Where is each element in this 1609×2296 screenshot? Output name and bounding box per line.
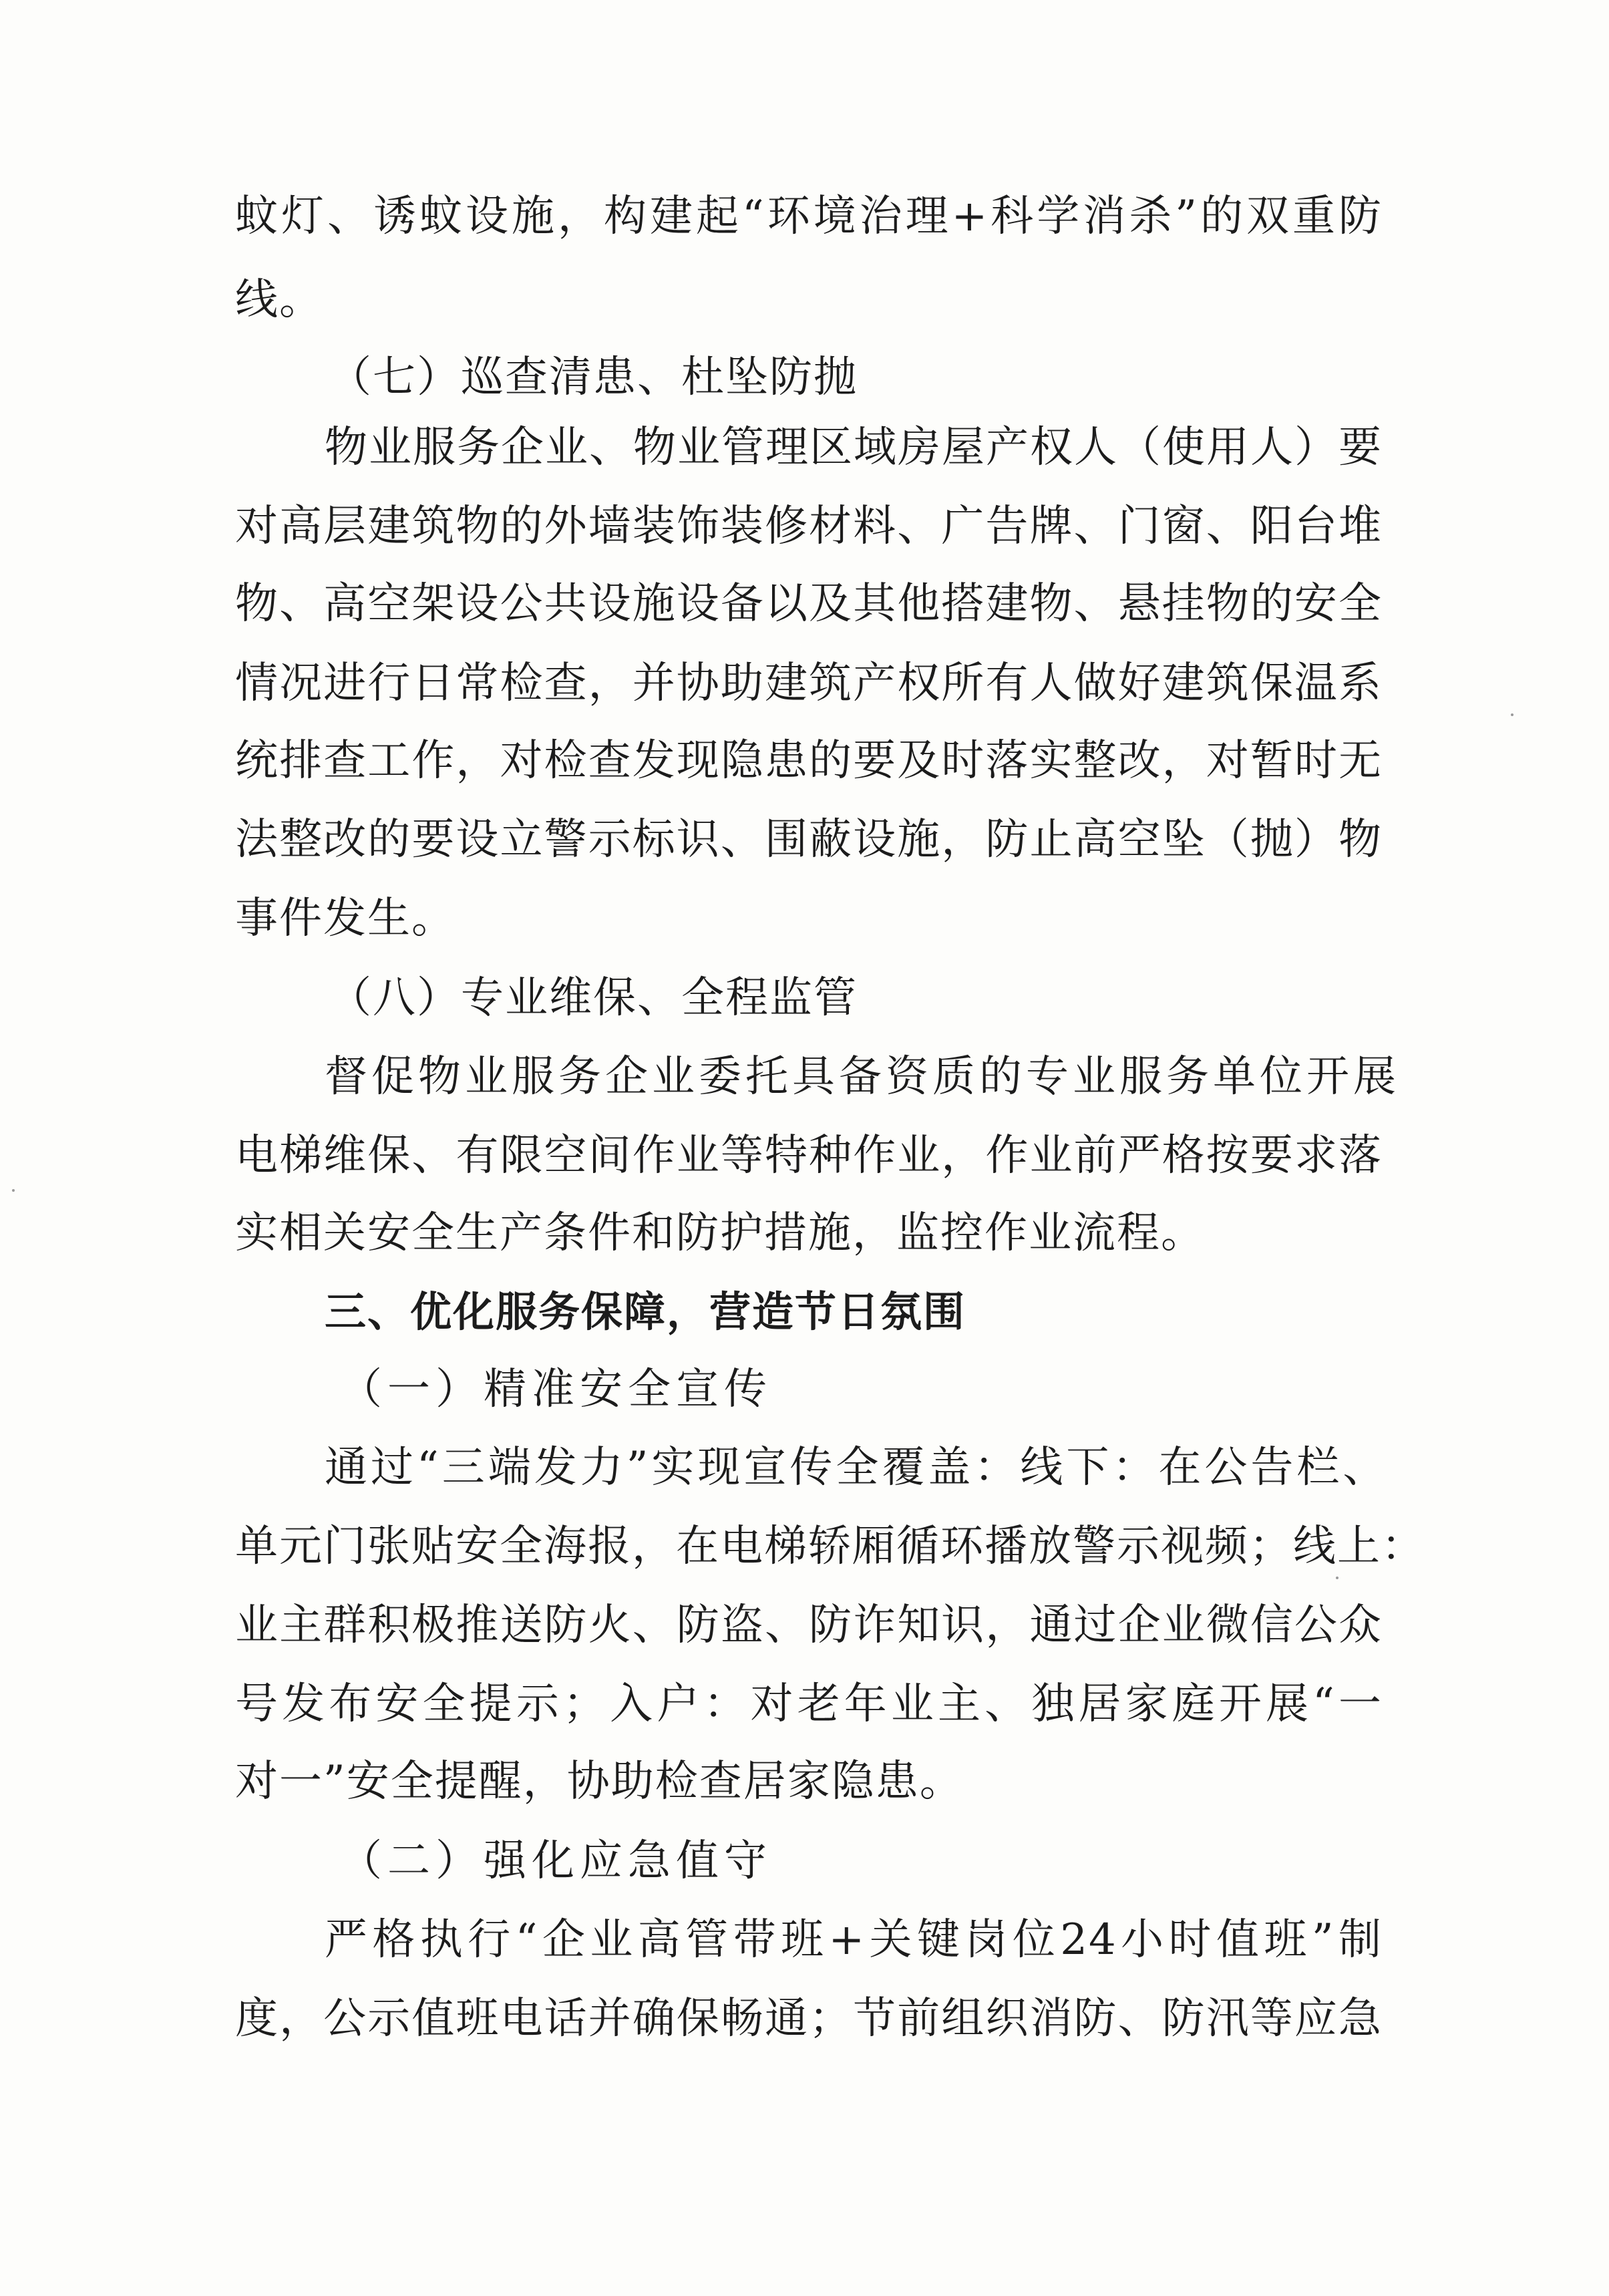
paragraph-line: 实相关安全生产条件和防护措施，监控作业流程。	[235, 1208, 1205, 1258]
chapter-heading-3: 三、优化服务保障，营造节日氛围	[325, 1287, 966, 1336]
paragraph-line: 督促物业服务企业委托具备资质的专业服务单位开展	[325, 1052, 1400, 1102]
paragraph-line: 对高层建筑物的外墙装饰装修材料、广告牌、门窗、阳台堆	[235, 502, 1383, 551]
paragraph-line: 号发布安全提示；入户：对老年业主、独居家庭开展“一	[235, 1679, 1383, 1729]
section-heading-7: （七）巡查清患、杜坠防抛	[329, 353, 858, 402]
paragraph-line: 线。	[235, 275, 323, 325]
section-heading-2: （二）强化应急值守	[339, 1836, 772, 1886]
paragraph-line: 严格执行“企业高管带班+关键岗位24小时值班”制	[325, 1915, 1383, 1965]
scan-speck	[1336, 1577, 1338, 1579]
section-heading-1: （一）精准安全宣传	[339, 1365, 772, 1414]
paragraph-line: 对一”安全提醒，协助检查居家隐患。	[235, 1757, 964, 1806]
paragraph-line: 物业服务企业、物业管理区域房屋产权人（使用人）要	[325, 423, 1383, 472]
paragraph-line: 通过“三端发力”实现宣传全覆盖：线下：在公告栏、	[325, 1443, 1389, 1492]
paragraph-line: 物、高空架设公共设施设备以及其他搭建物、悬挂物的安全	[235, 579, 1383, 629]
section-heading-8: （八）专业维保、全程监管	[329, 973, 858, 1023]
paragraph-line: 情况进行日常检查，并协助建筑产权所有人做好建筑保温系	[235, 659, 1383, 708]
scan-speck	[1511, 713, 1513, 716]
paragraph-line: 业主群积极推送防火、防盗、防诈知识，通过企业微信公众	[235, 1601, 1383, 1650]
paragraph-line: 电梯维保、有限空间作业等特种作业，作业前严格按要求落	[235, 1131, 1383, 1180]
scan-speck	[12, 1189, 15, 1192]
paragraph-line: 法整改的要设立警示标识、围蔽设施，防止高空坠（抛）物	[235, 815, 1383, 864]
paragraph-line: 蚊灯、诱蚊设施，构建起“环境治理+科学消杀”的双重防	[235, 192, 1383, 241]
paragraph-line: 度，公示值班电话并确保畅通；节前组织消防、防汛等应急	[235, 1994, 1383, 2043]
paragraph-line: 事件发生。	[235, 894, 456, 943]
paragraph-line: 单元门张贴安全海报，在电梯轿厢循环播放警示视频；线上：	[235, 1522, 1425, 1571]
paragraph-line: 统排查工作，对检查发现隐患的要及时落实整改，对暂时无	[235, 736, 1383, 786]
